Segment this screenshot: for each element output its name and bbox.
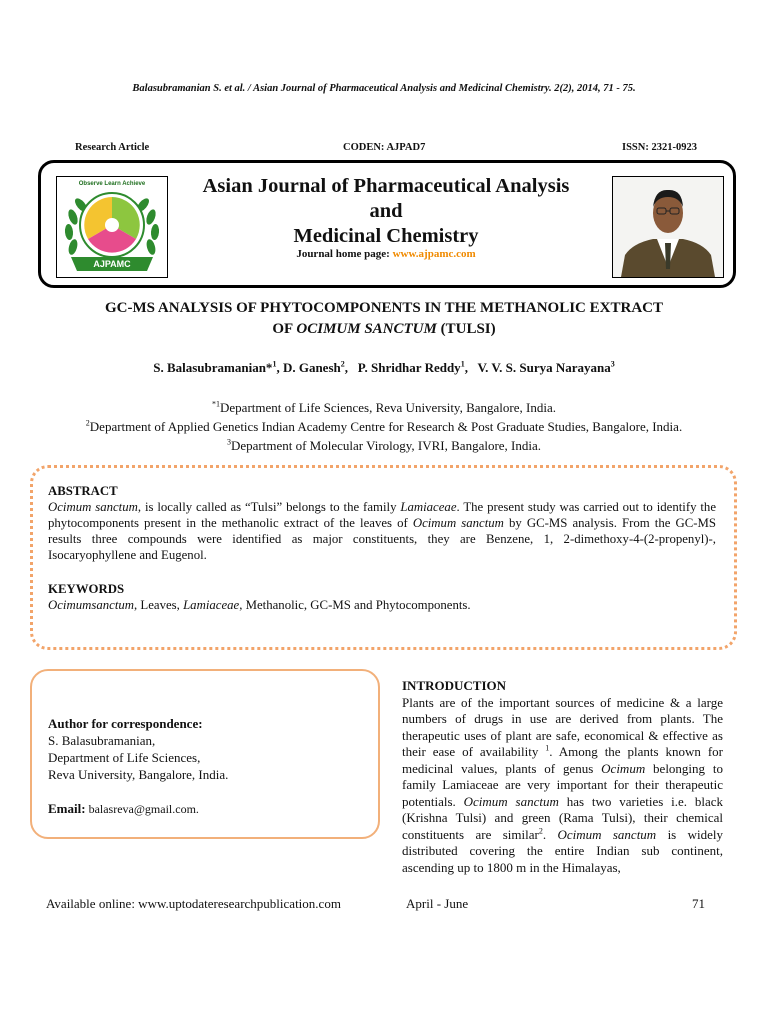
author-portrait-icon (613, 177, 723, 277)
journal-title (170, 174, 602, 249)
abstract-body (48, 499, 716, 563)
abstract-text: , is locally called as “Tulsi” belongs to the family (137, 500, 401, 514)
article-title-prefix: OF (272, 321, 297, 337)
author-affiliation-mark: 1 (272, 359, 277, 369)
keywords-heading: KEYWORDS (48, 582, 125, 596)
intro-text: . (542, 826, 558, 842)
abstract-section (48, 483, 716, 563)
author-photo (612, 176, 724, 278)
affiliation-2 (20, 419, 748, 435)
intro-text: . Among the plants known for medicinal values, plants of genus (402, 744, 723, 776)
keyword-text: , Leaves, (134, 598, 184, 612)
author-affiliation-mark: 3 (610, 359, 615, 369)
abstract-species: Ocimum sanctum (48, 500, 138, 514)
citation-mark: 2 (538, 826, 543, 836)
author-name: D. Ganesh (282, 360, 341, 375)
affiliation-text: Department of Molecular Virology, IVRI, Bangalore, India. (230, 438, 542, 453)
correspondence-section (48, 715, 368, 818)
citation-mark: 1 (545, 743, 550, 753)
intro-text: is widely distributed covering the entire Indian sub continent, ascending up to 1800 m in the Himalayas, (402, 826, 723, 875)
article-title (40, 298, 728, 340)
affiliation-text: Department of Applied Genetics Indian Academy Centre for Research & Post Graduate Studies, Bangalore, India. (89, 419, 683, 434)
correspondence-email (48, 800, 368, 818)
logo-text: AJPAMC (93, 259, 131, 269)
affiliation-text: Department of Life Sciences, Reva University, Bangalore, India. (220, 400, 556, 415)
correspondence-university: Reva University, Bangalore, India. (48, 767, 229, 782)
article-title-species: OCIMUM SANCTUM (296, 321, 437, 337)
intro-species: Ocimum sanctum (463, 793, 559, 809)
author-affiliation-mark: 2 (340, 359, 345, 369)
author-name: V. V. S. Surya Narayana (477, 360, 611, 375)
logo-motto: Observe Learn Achieve (78, 181, 146, 187)
intro-text: Plants are of the important sources of medicine & a large numbers of drugs in use are derived from plants. The therapeutic uses of plant are safe, economical & effective as their ease of availability (402, 694, 723, 759)
introduction-heading: INTRODUCTION (402, 678, 507, 693)
footer-issue: April - June (406, 896, 469, 911)
journal-title-line3: Medicinal Chemistry (293, 225, 479, 247)
correspondence-department: Department of Life Sciences, (48, 750, 201, 765)
abstract-text: by GC-MS analysis. From the GC-MS results three compounds were identified as major constituents, they are Benzene, 1, 2-dimethoxy-4-(2-propenyl)-, Isocaryophyllene and Eugenol. (48, 516, 716, 562)
abstract-text: . The present study was carried out to identify the phytocomponents present in the methanolic extract of the leaves of (48, 500, 716, 530)
keyword-family: Lamiaceae (183, 598, 240, 612)
abstract-heading: ABSTRACT (48, 484, 118, 498)
author-name: S. Balasubramanian* (153, 360, 273, 375)
homepage-link[interactable]: www.ajpamc.com (392, 248, 476, 260)
author-list: S. Balasubramanian*$^1$, D. Ganesh$^2$, P. Shridhar Reddy$^1$, V. V. S. Surya Narayana$^3$ (153, 359, 615, 375)
intro-genus: Ocimum (601, 760, 646, 776)
email-address[interactable]: balasreva@gmail.com. (85, 802, 199, 816)
article-title-line1: GC-MS ANALYSIS OF PHYTOCOMPONENTS IN THE METHANOLIC EXTRACT (104, 300, 663, 316)
intro-text: belonging to family Lamiaceae are very important for their therapeutic potentials. (402, 760, 723, 809)
affiliation-mark: 2 (85, 418, 90, 428)
affiliation-3 (20, 438, 748, 454)
running-head: Balasubramanian S. et al. / Asian Journal of Pharmaceutical Analysis and Medicinal Chemistry. 2(2), 2014, 71 - 75. (132, 83, 636, 94)
keyword-species: Ocimumsanctum (48, 598, 135, 612)
article-title-line2 (40, 319, 728, 340)
journal-homepage (170, 248, 602, 260)
intro-text: has two varieties i.e. black (Krishna Tulsi) and green (Rama Tulsi), their chemical constituents are similar (402, 793, 723, 842)
author-name: P. Shridhar Reddy (357, 360, 461, 375)
correspondence-heading: Author for correspondence: (48, 716, 203, 731)
keywords-body (48, 597, 716, 613)
affiliation-mark: 3 (226, 437, 231, 447)
email-label: Email: (48, 801, 86, 816)
introduction-section (402, 678, 723, 876)
journal-title-line2: and (369, 200, 403, 222)
journal-title-line1: Asian Journal of Pharmaceutical Analysis (202, 175, 570, 197)
affiliation-1 (20, 400, 748, 416)
homepage-label: Journal home page: (296, 248, 393, 260)
journal-logo (56, 176, 168, 278)
intro-species: Ocimum sanctum (557, 826, 657, 842)
article-type: Research Article (75, 142, 150, 153)
footer-available-online: Available online: www.uptodateresearchpublication.com (46, 896, 341, 911)
correspondence-name: S. Balasubramanian, (48, 733, 156, 748)
coden: CODEN: AJPAD7 (343, 142, 426, 153)
keywords-section (48, 581, 716, 613)
abstract-species: Ocimum sanctum (412, 516, 504, 530)
article-title-suffix: (TULSI) (436, 321, 496, 337)
abstract-family: Lamiaceae (400, 500, 457, 514)
keyword-text: , Methanolic, GC-MS and Phytocomponents. (239, 598, 471, 612)
introduction-body (402, 695, 723, 877)
issn: ISSN: 2321-0923 (622, 142, 697, 153)
footer-page-number: 71 (692, 896, 705, 911)
author-affiliation-mark: 1 (460, 359, 465, 369)
affiliation-mark: *1 (212, 399, 221, 409)
